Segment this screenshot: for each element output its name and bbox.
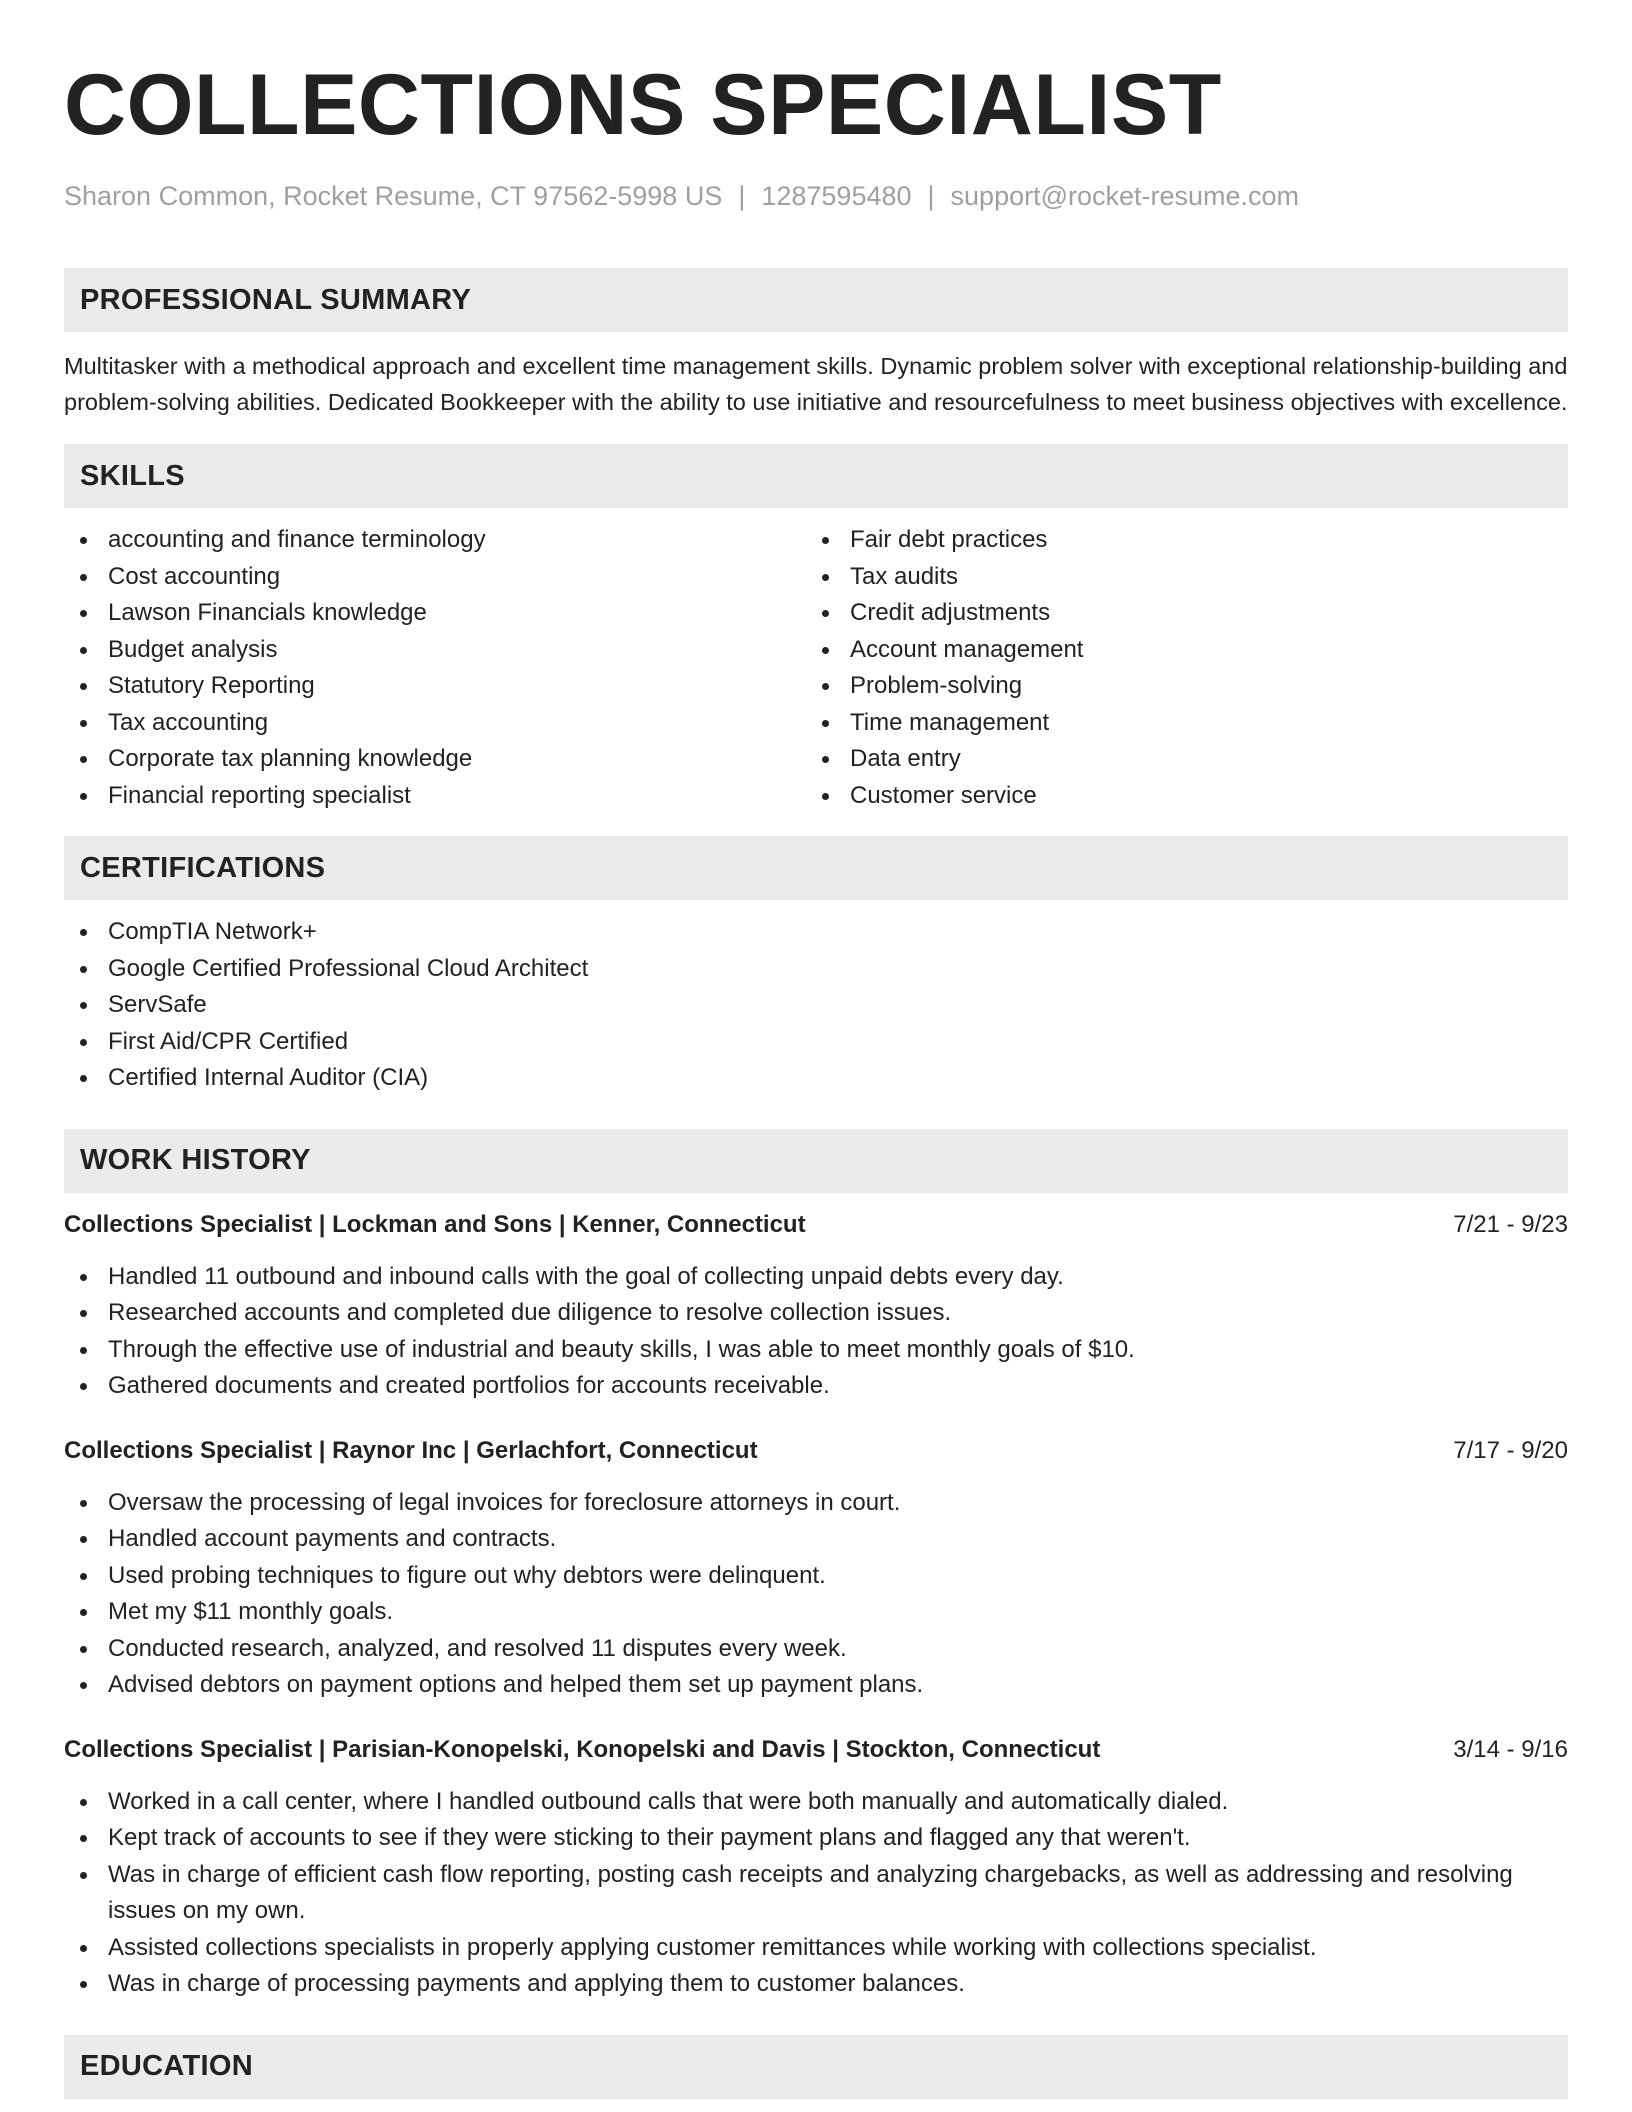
skill-item: Account management	[806, 632, 1548, 669]
job-bullet: Researched accounts and completed due diligence to resolve collection issues.	[64, 1295, 1568, 1332]
certification-item: CompTIA Network+	[64, 914, 1568, 951]
skills-list-left	[64, 522, 806, 814]
section-header-skills: SKILLS	[64, 444, 1568, 508]
skill-item: Corporate tax planning knowledge	[64, 741, 806, 778]
certifications-list	[64, 914, 1568, 1097]
job-bullets	[64, 1485, 1568, 1704]
contact-address: Sharon Common, Rocket Resume, CT 97562-5998 US	[64, 181, 723, 211]
skill-item: Financial reporting specialist	[64, 778, 806, 815]
skill-item: Statutory Reporting	[64, 668, 806, 705]
section-header-certifications: CERTIFICATIONS	[64, 836, 1568, 900]
summary-text: Multitasker with a methodical approach and excellent time management skills. Dynamic problem solver with exceptional relationship-building and problem-solving abilities. Dedicated Bookkeeper with the ability to use initiative and resourcefulness to meet business objectives with excellence.	[64, 353, 1568, 415]
job-bullets	[64, 1784, 1568, 2003]
job-bullet: Conducted research, analyzed, and resolved 11 disputes every week.	[64, 1631, 1568, 1668]
job-bullet: Oversaw the processing of legal invoices for foreclosure attorneys in court.	[64, 1485, 1568, 1522]
skills-grid	[64, 522, 1568, 814]
skill-item: Budget analysis	[64, 632, 806, 669]
skill-item: Time management	[806, 705, 1548, 742]
job-entry	[64, 1732, 1568, 2003]
certification-item: Google Certified Professional Cloud Architect	[64, 951, 1568, 988]
skill-item: Credit adjustments	[806, 595, 1548, 632]
job-bullet: Handled 11 outbound and inbound calls with the goal of collecting unpaid debts every day.	[64, 1259, 1568, 1296]
contact-line	[64, 178, 1568, 214]
contact-separator: |	[738, 181, 746, 211]
job-header	[64, 1732, 1568, 1768]
certification-item: ServSafe	[64, 987, 1568, 1024]
job-title: Collections Specialist | Lockman and Sons | Kenner, Connecticut	[64, 1210, 806, 1238]
skill-item: Tax audits	[806, 559, 1548, 596]
job-header	[64, 1207, 1568, 1243]
certification-item: Certified Internal Auditor (CIA)	[64, 1060, 1568, 1097]
job-dates: 7/21 - 9/23	[1453, 1210, 1568, 1238]
skill-item: Tax accounting	[64, 705, 806, 742]
skills-list-right	[806, 522, 1548, 814]
job-bullet: Used probing techniques to figure out why debtors were delinquent.	[64, 1558, 1568, 1595]
job-bullet: Was in charge of processing payments and applying them to customer balances.	[64, 1966, 1568, 2003]
job-title: Collections Specialist | Raynor Inc | Gerlachfort, Connecticut	[64, 1436, 758, 1464]
skill-item: Cost accounting	[64, 559, 806, 596]
job-bullet: Kept track of accounts to see if they were sticking to their payment plans and flagged any that weren't.	[64, 1820, 1568, 1857]
job-bullet: Gathered documents and created portfolios for accounts receivable.	[64, 1368, 1568, 1405]
job-dates: 7/17 - 9/20	[1453, 1436, 1568, 1464]
skill-item: Lawson Financials knowledge	[64, 595, 806, 632]
job-bullet: Worked in a call center, where I handled outbound calls that were both manually and automatically dialed.	[64, 1784, 1568, 1821]
job-entry	[64, 1207, 1568, 1405]
job-header	[64, 1433, 1568, 1469]
contact-email[interactable]: support@rocket-resume.com	[950, 181, 1300, 211]
job-bullet: Advised debtors on payment options and helped them set up payment plans.	[64, 1667, 1568, 1704]
section-header-summary: PROFESSIONAL SUMMARY	[64, 268, 1568, 332]
certification-item: First Aid/CPR Certified	[64, 1024, 1568, 1061]
job-bullet: Assisted collections specialists in properly applying customer remittances while working with collections specialist.	[64, 1930, 1568, 1967]
skill-item: Customer service	[806, 778, 1548, 815]
job-bullet: Met my $11 monthly goals.	[64, 1594, 1568, 1631]
section-header-education: EDUCATION	[64, 2035, 1568, 2099]
job-dates: 3/14 - 9/16	[1453, 1735, 1568, 1763]
skill-item: Problem-solving	[806, 668, 1548, 705]
page-title: COLLECTIONS SPECIALIST	[64, 57, 1222, 153]
resume-page	[64, 56, 1568, 2099]
job-title: Collections Specialist | Parisian-Konopelski, Konopelski and Davis | Stockton, Connecticut	[64, 1735, 1101, 1763]
job-bullet: Handled account payments and contracts.	[64, 1521, 1568, 1558]
job-bullet: Through the effective use of industrial and beauty skills, I was able to meet monthly goals of $10.	[64, 1332, 1568, 1369]
section-header-work-history: WORK HISTORY	[64, 1129, 1568, 1193]
contact-phone: 1287595480	[761, 181, 912, 211]
skill-item: Fair debt practices	[806, 522, 1548, 559]
contact-separator: |	[927, 181, 935, 211]
job-bullet: Was in charge of efficient cash flow reporting, posting cash receipts and analyzing chargebacks, as well as addressing and resolving issues on my own.	[64, 1857, 1568, 1930]
skill-item: accounting and finance terminology	[64, 522, 806, 559]
skill-item: Data entry	[806, 741, 1548, 778]
job-bullets	[64, 1259, 1568, 1405]
job-entry	[64, 1433, 1568, 1704]
